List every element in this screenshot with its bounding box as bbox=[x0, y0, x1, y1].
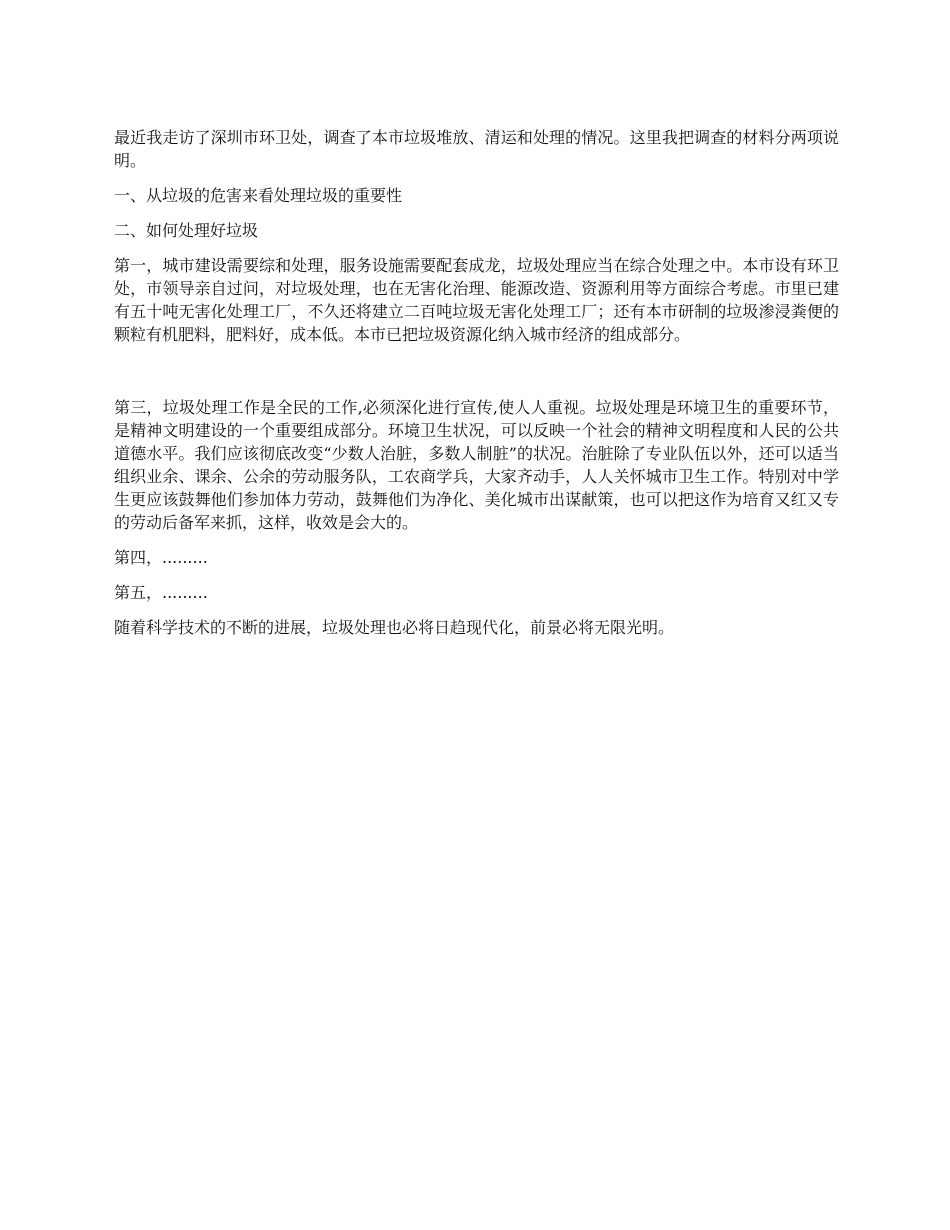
section-heading-one: 一、从垃圾的危害来看处理垃圾的重要性 bbox=[114, 186, 403, 205]
point-five-paragraph: 第五，......... bbox=[114, 583, 208, 602]
section-heading-two: 二、如何处理好垃圾 bbox=[114, 221, 259, 240]
document-body bbox=[114, 126, 839, 651]
blank-gap bbox=[114, 358, 839, 396]
point-one-paragraph: 第一，城市建设需要综和处理，服务设施需要配套成龙，垃圾处理应当在综合处理之中。本市设有环卫处，市领导亲自过问，对垃圾处理，也在无害化治理、能源改造、资源利用等方面综合考虑。市里已建有五十吨无害化处理工厂，不久还将建立二百吨垃圾无害化处理工厂；还有本市研制的垃圾渗浸粪便的颗粒有机肥料，肥料好，成本低。本市已把垃圾资源化纳入城市经济的组成部分。 bbox=[114, 256, 839, 344]
point-three-paragraph: 第三，垃圾处理工作是全民的工作,必须深化进行宣传,使人人重视。垃圾处理是环境卫生的重要环节，是精神文明建设的一个重要组成部分。环境卫生状况，可以反映一个社会的精神文明程度和人民的公共道德水平。我们应该彻底改变“少数人治脏，多数人制脏”的状况。治脏除了专业队伍以外，还可以适当组织业余、课余、公余的劳动服务队，工农商学兵，大家齐动手，人人关怀城市卫生工作。特别对中学生更应该鼓舞他们参加体力劳动，鼓舞他们为净化、美化城市出谋献策，也可以把这作为培育又红又专的劳动后备军来抓，这样，收效是会大的。 bbox=[114, 398, 839, 532]
point-four-paragraph: 第四，......... bbox=[114, 548, 208, 567]
intro-paragraph: 最近我走访了深圳市环卫处，调查了本市垃圾堆放、清运和处理的情况。这里我把调查的材料分两项说明。 bbox=[114, 128, 839, 170]
conclusion-paragraph: 随着科学技术的不断的进展，垃圾处理也必将日趋现代化，前景必将无限光明。 bbox=[114, 618, 675, 637]
